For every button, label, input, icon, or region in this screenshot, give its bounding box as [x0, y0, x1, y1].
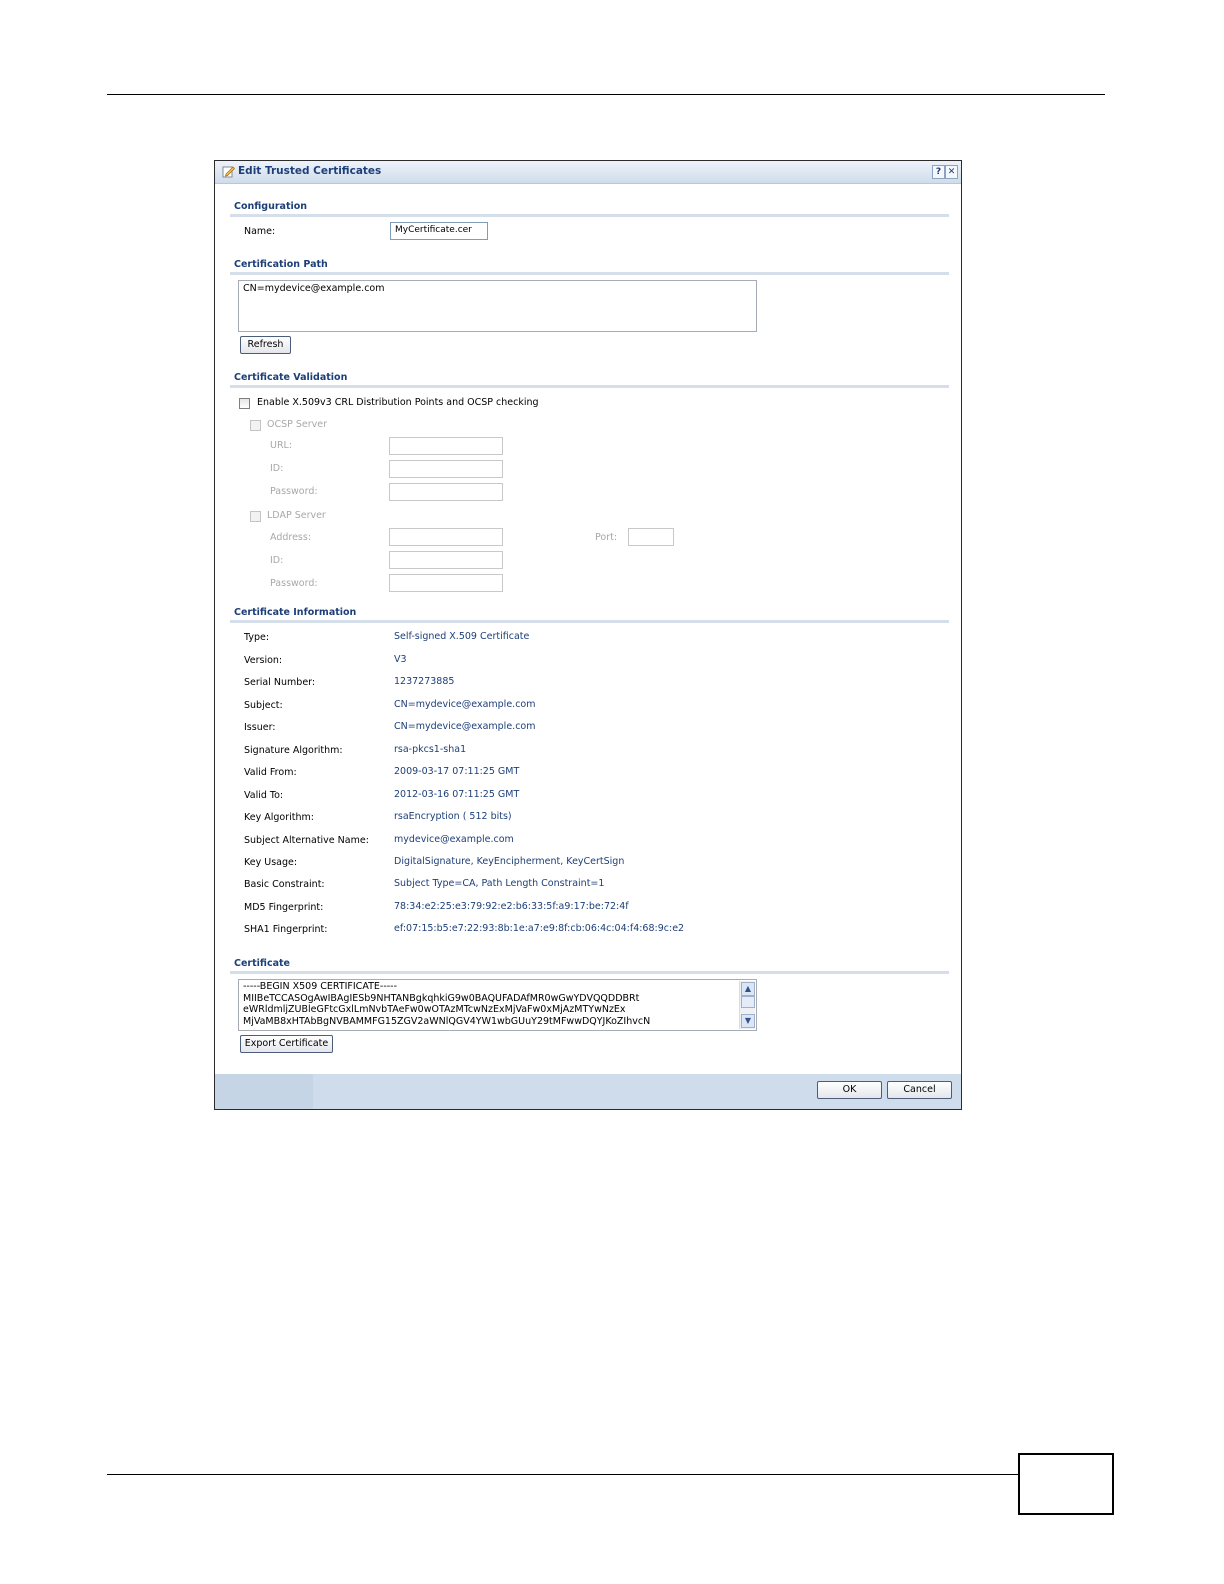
ldap-port-input[interactable]: [628, 528, 674, 546]
scroll-down-icon[interactable]: ▼: [741, 1014, 755, 1028]
info-row-label: SHA1 Fingerprint:: [244, 924, 328, 935]
cancel-button[interactable]: Cancel: [887, 1081, 952, 1099]
info-row-value: Self-signed X.509 Certificate: [394, 631, 530, 642]
info-row-label: Serial Number:: [244, 677, 316, 688]
certification-path-entry[interactable]: CN=mydevice@example.com: [243, 283, 385, 294]
info-row-value: rsaEncryption ( 512 bits): [394, 811, 512, 822]
enable-crl-ocsp-checkbox[interactable]: [239, 398, 250, 409]
ocsp-id-label: ID:: [270, 463, 284, 474]
ldap-password-label: Password:: [270, 578, 318, 589]
ldap-id-input[interactable]: [389, 551, 503, 569]
export-certificate-button[interactable]: Export Certificate: [240, 1035, 333, 1053]
info-row-value: 2012-03-16 07:11:25 GMT: [394, 789, 520, 800]
info-row-label: Key Usage:: [244, 857, 298, 868]
info-row-label: Issuer:: [244, 722, 276, 733]
section-title-configuration: Configuration: [234, 201, 308, 212]
info-row-label: Basic Constraint:: [244, 879, 325, 890]
section-divider: [230, 272, 949, 275]
info-row-label: Signature Algorithm:: [244, 745, 343, 756]
info-row-value: DigitalSignature, KeyEncipherment, KeyCertSign: [394, 856, 625, 867]
ok-button[interactable]: OK: [817, 1081, 882, 1099]
section-divider: [230, 620, 949, 623]
page-footer-rule: [107, 1474, 1019, 1475]
certificate-scrollbar[interactable]: [739, 981, 755, 1029]
ldap-address-label: Address:: [270, 532, 312, 543]
section-title-certificate: Certificate: [234, 958, 290, 969]
section-divider: [230, 385, 949, 388]
name-label: Name:: [244, 226, 276, 237]
info-row-value: CN=mydevice@example.com: [394, 721, 536, 732]
certificate-line: MjVaMB8xHTAbBgNVBAMMFG15ZGV2aWNlQGV4YW1wbGUuY29tMFwwDQYJKoZIhvcN: [243, 1015, 651, 1027]
dialog-titlebar: [215, 161, 961, 184]
refresh-button[interactable]: Refresh: [240, 336, 291, 354]
info-row-value: mydevice@example.com: [394, 834, 514, 845]
info-row-label: Subject:: [244, 700, 283, 711]
scroll-thumb[interactable]: [741, 996, 755, 1008]
help-icon[interactable]: ?: [932, 165, 945, 179]
ldap-server-label: LDAP Server: [267, 510, 326, 521]
info-row-value: 1237273885: [394, 676, 455, 687]
info-row-label: MD5 Fingerprint:: [244, 902, 324, 913]
section-divider: [230, 971, 949, 974]
info-row-value: Subject Type=CA, Path Length Constraint=1: [394, 878, 605, 889]
ocsp-url-label: URL:: [270, 440, 293, 451]
certification-path-box[interactable]: [238, 280, 757, 332]
info-row-value: V3: [394, 654, 407, 665]
ldap-server-checkbox[interactable]: [250, 511, 261, 522]
page-number-box: [1018, 1453, 1114, 1515]
ocsp-id-input[interactable]: [389, 460, 503, 478]
info-row-label: Valid From:: [244, 767, 297, 778]
footer-left-panel: [215, 1074, 313, 1110]
ldap-password-input[interactable]: [389, 574, 503, 592]
edit-trusted-certificates-dialog: [214, 160, 962, 1110]
enable-crl-ocsp-label: Enable X.509v3 CRL Distribution Points and OCSP checking: [257, 397, 539, 408]
info-row-value: 78:34:e2:25:e3:79:92:e2:b6:33:5f:a9:17:be:72:4f: [394, 901, 629, 912]
info-row-label: Subject Alternative Name:: [244, 835, 369, 846]
ocsp-url-input[interactable]: [389, 437, 503, 455]
section-title-certificate-validation: Certificate Validation: [234, 372, 348, 383]
close-icon[interactable]: ✕: [945, 165, 958, 179]
ocsp-server-label: OCSP Server: [267, 419, 328, 430]
edit-pencil-icon: [222, 165, 235, 178]
ocsp-server-checkbox[interactable]: [250, 420, 261, 431]
info-row-label: Type:: [244, 632, 270, 643]
info-row-value: 2009-03-17 07:11:25 GMT: [394, 766, 520, 777]
ldap-id-label: ID:: [270, 555, 284, 566]
name-input[interactable]: MyCertificate.cer: [390, 222, 488, 240]
info-row-value: rsa-pkcs1-sha1: [394, 744, 467, 755]
page-header-rule: [107, 94, 1105, 95]
dialog-footer: [215, 1074, 961, 1110]
info-row-value: CN=mydevice@example.com: [394, 699, 536, 710]
certificate-line: -----BEGIN X509 CERTIFICATE-----: [243, 981, 398, 992]
certificate-textarea[interactable]: [238, 979, 757, 1031]
scroll-up-icon[interactable]: ▲: [741, 982, 755, 996]
dialog-title: Edit Trusted Certificates: [238, 165, 382, 177]
certificate-line: MIIBeTCCASOgAwIBAgIESb9NHTANBgkqhkiG9w0BAQUFADAfMR0wGwYDVQQDDBRt: [243, 992, 640, 1004]
ocsp-password-label: Password:: [270, 486, 318, 497]
section-title-certificate-information: Certificate Information: [234, 607, 357, 618]
info-row-label: Version:: [244, 655, 283, 666]
info-row-label: Key Algorithm:: [244, 812, 314, 823]
info-row-label: Valid To:: [244, 790, 284, 801]
ocsp-password-input[interactable]: [389, 483, 503, 501]
info-row-value: ef:07:15:b5:e7:22:93:8b:1e:a7:e9:8f:cb:06:4c:04:f4:68:9c:e2: [394, 923, 685, 934]
certificate-line: eWRldmljZUBleGFtcGxlLmNvbTAeFw0wOTAzMTcwNzExMjVaFw0xMjAzMTYwNzEx: [243, 1004, 626, 1015]
ldap-port-label: Port:: [595, 532, 618, 543]
ldap-address-input[interactable]: [389, 528, 503, 546]
section-divider: [230, 214, 949, 217]
section-title-certification-path: Certification Path: [234, 259, 328, 270]
